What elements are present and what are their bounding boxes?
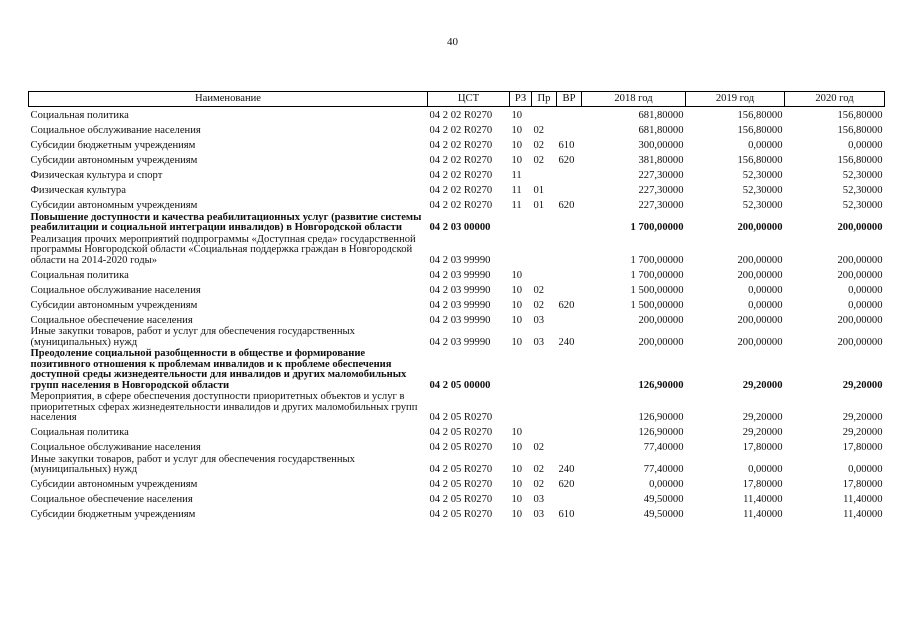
cell-rz (510, 234, 532, 267)
cell-pr: 01 (533, 185, 545, 196)
cell-2020: 11,40000 (843, 509, 883, 520)
cell-pr: 03 (533, 314, 545, 326)
cell-2019: 11,40000 (743, 494, 783, 505)
cell-name: Субсидии автономным учреждениям (30, 200, 198, 211)
cell-cst: 04 2 03 00000 (429, 222, 491, 233)
cell-pr: 02 (533, 140, 545, 151)
cell-2018: 681,80000 (638, 110, 684, 121)
cell-2018: 77,40000 (643, 442, 684, 453)
table-row (29, 167, 885, 182)
cell-name: Социальная политика (30, 269, 129, 281)
cell-vr (557, 122, 582, 137)
cell-2020: 156,80000 (837, 110, 883, 121)
cell-2019: 29,20000 (742, 427, 783, 438)
cell-cst: 04 2 03 99990 (429, 314, 491, 326)
cell-pr: 01 (533, 200, 545, 211)
cell-2019: 52,30000 (742, 200, 783, 211)
cell-name: Субсидии бюджетным учреждениям (30, 509, 196, 520)
header-2019: 2019 год (686, 92, 785, 107)
cell-cst: 04 2 02 R0270 (429, 125, 493, 136)
cell-cst: 04 2 02 R0270 (429, 170, 493, 181)
table-row (29, 122, 885, 137)
cell-2020: 0,00000 (848, 299, 883, 311)
cell-name: Преодоление социальной разобщенности в обществе и формирование позитивного отношения к проблемам инвалидов и к проблеме обеспечения доступной среды жизнедеятельности для инвалидов и других маломобильных групп населения в Новгородской области (30, 348, 407, 391)
cell-vr: 620 (558, 479, 575, 490)
cell-2020: 11,40000 (843, 494, 883, 505)
cell-rz: 10 (511, 284, 523, 296)
cell-name: Социальная политика (30, 110, 129, 121)
table-row (29, 296, 885, 311)
cell-pr (532, 266, 557, 281)
cell-rz: 10 (511, 314, 523, 326)
cell-2020: 200,00000 (837, 269, 883, 281)
cell-cst: 04 2 05 R0270 (429, 442, 493, 453)
cell-name: Реализация прочих мероприятий подпрограммы «Доступная среда» государственной программы Новгородской области «Социальная поддержка граждан в Новгородской области на 2014-2020 годы» (30, 233, 416, 266)
cell-2018: 126,90000 (638, 412, 684, 423)
table-row (29, 424, 885, 439)
cell-cst: 04 2 05 R0270 (429, 427, 493, 438)
cell-rz: 11 (511, 170, 522, 181)
cell-2018: 200,00000 (638, 336, 684, 348)
cell-pr: 02 (533, 155, 545, 166)
cell-rz: 10 (511, 155, 523, 166)
cell-vr: 620 (558, 155, 575, 166)
cell-2020: 52,30000 (842, 200, 883, 211)
cell-2019: 17,80000 (742, 479, 783, 490)
header-name: Наименование (29, 92, 428, 107)
cell-2018: 126,90000 (638, 379, 684, 391)
cell-cst: 04 2 02 R0270 (429, 200, 493, 211)
table-row (29, 454, 885, 476)
header-rz: РЗ (510, 92, 532, 107)
cell-2019: 156,80000 (737, 125, 783, 136)
header-vr: ВР (557, 92, 582, 107)
table-row (29, 281, 885, 296)
cell-2020: 52,30000 (842, 185, 883, 196)
cell-2018: 126,90000 (638, 427, 684, 438)
cell-vr (557, 348, 582, 391)
cell-2019: 0,00000 (748, 284, 783, 296)
cell-2019: 29,20000 (742, 412, 783, 423)
table-row (29, 348, 885, 391)
table-row (29, 491, 885, 506)
cell-name: Субсидии автономным учреждениям (30, 299, 198, 311)
cell-cst: 04 2 02 R0270 (429, 155, 493, 166)
cell-vr (557, 107, 582, 122)
cell-pr: 02 (533, 464, 545, 475)
table-row (29, 266, 885, 281)
cell-vr (557, 266, 582, 281)
cell-2019: 29,20000 (742, 379, 783, 391)
cell-rz: 10 (511, 269, 523, 281)
header-2020: 2020 год (785, 92, 885, 107)
cell-rz: 10 (511, 442, 523, 453)
cell-name: Физическая культура и спорт (30, 170, 163, 181)
cell-2018: 1 700,00000 (630, 254, 684, 266)
cell-cst: 04 2 03 99990 (429, 299, 491, 311)
cell-rz: 10 (511, 427, 523, 438)
cell-2018: 200,00000 (638, 314, 684, 326)
cell-vr: 240 (558, 336, 575, 348)
cell-cst: 04 2 05 R0270 (429, 509, 493, 520)
cell-rz: 10 (511, 299, 523, 311)
cell-2020: 200,00000 (837, 222, 883, 233)
cell-2018: 49,50000 (643, 494, 684, 505)
cell-pr (532, 424, 557, 439)
cell-rz: 10 (511, 140, 523, 151)
cell-rz: 10 (511, 509, 523, 520)
budget-table (28, 91, 885, 521)
cell-2020: 17,80000 (842, 442, 883, 453)
cell-vr (557, 439, 582, 454)
cell-2018: 227,30000 (638, 200, 684, 211)
cell-2019: 200,00000 (737, 314, 783, 326)
cell-name: Социальное обслуживание населения (30, 125, 201, 136)
cell-2020: 0,00000 (848, 140, 883, 151)
cell-2018: 1 500,00000 (630, 299, 684, 311)
table-row (29, 506, 885, 521)
cell-name: Социальное обслуживание населения (30, 442, 201, 453)
cell-2020: 29,20000 (842, 427, 883, 438)
cell-rz: 11 (511, 200, 522, 211)
cell-vr (557, 182, 582, 197)
cell-2020: 156,80000 (837, 155, 883, 166)
cell-name: Повышение доступности и качества реабилитационных услуг (развитие системы реабилитации и социальной интеграции инвалидов) в Новгородской области (30, 211, 422, 233)
table-row (29, 326, 885, 348)
cell-2020: 52,30000 (842, 170, 883, 181)
table-row (29, 197, 885, 212)
cell-2019: 156,80000 (737, 110, 783, 121)
cell-cst: 04 2 03 99990 (429, 254, 491, 266)
cell-rz: 10 (511, 125, 523, 136)
cell-pr: 02 (533, 284, 545, 296)
cell-name: Субсидии автономным учреждениям (30, 479, 198, 490)
cell-2018: 681,80000 (638, 125, 684, 136)
cell-pr: 03 (533, 494, 545, 505)
cell-cst: 04 2 03 99990 (429, 284, 491, 296)
cell-2020: 29,20000 (842, 379, 883, 391)
table-row (29, 311, 885, 326)
cell-2020: 0,00000 (848, 464, 883, 475)
table-row (29, 476, 885, 491)
cell-pr: 02 (533, 299, 545, 311)
cell-2018: 77,40000 (643, 464, 684, 475)
cell-pr: 02 (533, 479, 545, 490)
cell-vr (557, 281, 582, 296)
cell-pr (532, 234, 557, 267)
cell-2019: 0,00000 (748, 299, 783, 311)
cell-rz: 10 (511, 479, 523, 490)
cell-cst: 04 2 05 R0270 (429, 494, 493, 505)
cell-rz: 10 (511, 464, 523, 475)
table-header (29, 92, 885, 107)
cell-2018: 1 700,00000 (630, 222, 684, 233)
table-row (29, 182, 885, 197)
cell-rz: 10 (511, 494, 523, 505)
header-pr: Пр (532, 92, 557, 107)
cell-2019: 11,40000 (743, 509, 783, 520)
cell-rz (510, 391, 532, 424)
table-row (29, 137, 885, 152)
cell-2020: 200,00000 (837, 336, 883, 348)
cell-rz: 10 (511, 110, 523, 121)
cell-name: Физическая культура (30, 185, 126, 196)
cell-vr (557, 391, 582, 424)
cell-vr: 240 (558, 464, 575, 475)
cell-2018: 227,30000 (638, 185, 684, 196)
cell-vr: 610 (558, 509, 575, 520)
cell-pr: 03 (533, 509, 545, 520)
cell-rz (510, 348, 532, 391)
cell-rz (510, 212, 532, 234)
cell-2019: 156,80000 (737, 155, 783, 166)
cell-pr: 02 (533, 125, 545, 136)
cell-2019: 200,00000 (737, 222, 783, 233)
cell-2018: 1 500,00000 (630, 284, 684, 296)
cell-2019: 17,80000 (742, 442, 783, 453)
cell-vr: 620 (558, 200, 575, 211)
cell-name: Социальное обеспечение населения (30, 494, 193, 505)
cell-vr: 610 (558, 140, 575, 151)
cell-2019: 200,00000 (737, 336, 783, 348)
cell-2018: 300,00000 (638, 140, 684, 151)
cell-2020: 0,00000 (848, 284, 883, 296)
cell-pr (532, 348, 557, 391)
table-row (29, 212, 885, 234)
cell-2020: 17,80000 (842, 479, 883, 490)
cell-pr (532, 167, 557, 182)
cell-2018: 1 700,00000 (630, 269, 684, 281)
cell-pr (532, 391, 557, 424)
cell-name: Социальное обслуживание населения (30, 284, 201, 296)
cell-vr (557, 212, 582, 234)
header-2018: 2018 год (582, 92, 686, 107)
cell-name: Социальное обеспечение населения (30, 314, 193, 326)
cell-cst: 04 2 05 R0270 (429, 412, 493, 423)
cell-2020: 200,00000 (837, 254, 883, 266)
cell-2020: 200,00000 (837, 314, 883, 326)
cell-2019: 200,00000 (737, 254, 783, 266)
cell-2019: 52,30000 (742, 170, 783, 181)
cell-cst: 04 2 05 R0270 (429, 464, 493, 475)
cell-vr (557, 234, 582, 267)
cell-2019: 0,00000 (748, 464, 783, 475)
table-row (29, 391, 885, 424)
cell-name: Социальная политика (30, 427, 129, 438)
cell-name: Иные закупки товаров, работ и услуг для обеспечения государственных (муниципальных) нужд (30, 453, 355, 475)
cell-rz: 10 (511, 336, 523, 348)
cell-name: Субсидии бюджетным учреждениям (30, 140, 196, 151)
table-body (29, 107, 885, 521)
page-number: 40 (447, 36, 458, 48)
cell-2019: 0,00000 (748, 140, 783, 151)
cell-name: Мероприятия, в сфере обеспечения доступности приоритетных объектов и услуг в приоритетных сферах жизнедеятельности инвалидов и других маломобильных групп населения (30, 391, 418, 423)
cell-cst: 04 2 03 99990 (429, 336, 491, 348)
table-row (29, 439, 885, 454)
cell-2018: 49,50000 (643, 509, 684, 520)
cell-cst: 04 2 05 00000 (429, 379, 491, 391)
header-cst: ЦСТ (428, 92, 510, 107)
cell-cst: 04 2 05 R0270 (429, 479, 493, 490)
cell-2018: 227,30000 (638, 170, 684, 181)
cell-vr (557, 491, 582, 506)
table-row (29, 234, 885, 267)
cell-2020: 156,80000 (837, 125, 883, 136)
cell-2019: 200,00000 (737, 269, 783, 281)
cell-pr: 03 (533, 336, 545, 348)
cell-2020: 29,20000 (842, 412, 883, 423)
cell-name: Субсидии автономным учреждениям (30, 155, 198, 166)
cell-cst: 04 2 02 R0270 (429, 140, 493, 151)
table-row (29, 107, 885, 122)
cell-vr (557, 167, 582, 182)
cell-2018: 0,00000 (649, 479, 684, 490)
cell-name: Иные закупки товаров, работ и услуг для обеспечения государственных (муниципальных) нужд (30, 326, 355, 348)
cell-vr: 620 (558, 299, 575, 311)
cell-pr (532, 107, 557, 122)
cell-vr (557, 424, 582, 439)
cell-cst: 04 2 02 R0270 (429, 110, 493, 121)
cell-vr (557, 311, 582, 326)
cell-pr (532, 212, 557, 234)
cell-2018: 381,80000 (638, 155, 684, 166)
cell-cst: 04 2 03 99990 (429, 269, 491, 281)
cell-cst: 04 2 02 R0270 (429, 185, 493, 196)
cell-pr: 02 (533, 442, 545, 453)
table-row (29, 152, 885, 167)
cell-2019: 52,30000 (742, 185, 783, 196)
cell-rz: 11 (511, 185, 522, 196)
